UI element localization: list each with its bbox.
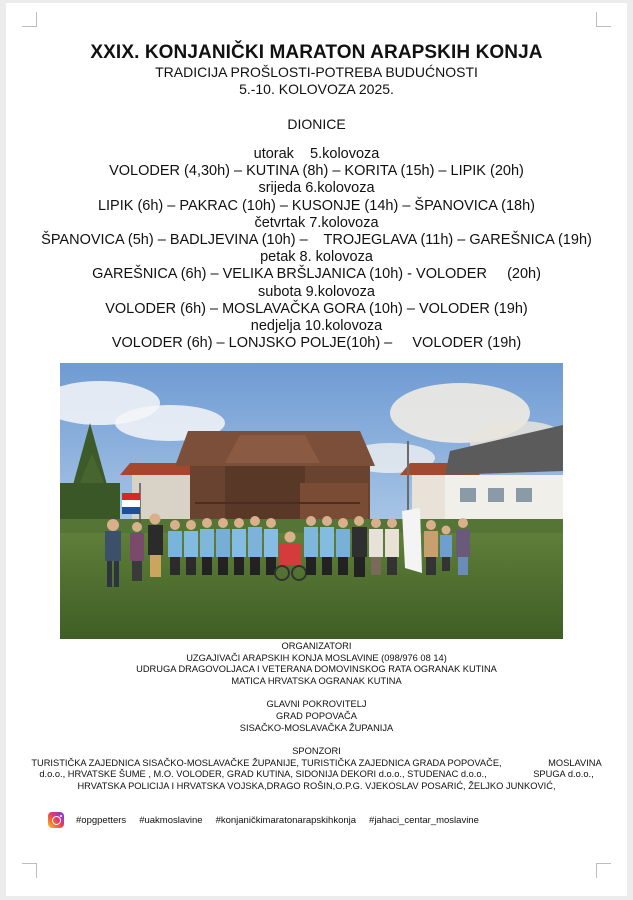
schedule-day: subota 9.kolovoza [258,283,375,300]
hashtag-footer [48,812,492,828]
event-dates: 5.-10. KOLOVOZA 2025. [239,81,394,97]
schedule-day: četvrtak 7.kolovoza [254,214,379,231]
crop-mark-bottom-right [596,863,611,878]
crop-mark-bottom-left [22,863,37,878]
schedule-route: VOLODER (4,30h) – KUTINA (8h) – KORITA (15h) – LIPIK (20h) [109,163,524,180]
instagram-icon [48,812,64,828]
sponsor-line: TURISTIČKA ZAJEDNICA SISAČKO-MOSLAVAČKE ŽUPANIJE, TURISTIČKA ZAJEDNICA GRADA POPOVAČE, MOSLAVINA [31,757,602,768]
organizer-line: UZGAJIVAČI ARAPSKIH KONJA MOSLAVINE (098/976 08 14) [186,652,447,663]
patron-line: SISAČKO-MOSLAVAČKA ŽUPANIJA [239,722,394,733]
schedule-day: utorak 5.kolovoza [253,146,380,162]
group-photo [60,363,563,639]
header [0,42,633,133]
group-photo-illustration [60,363,563,639]
organizers-heading: ORGANIZATORI [281,641,352,651]
sponsor-line: HRVATSKA POLICIJA I HRVATSKA VOJSKA,DRAGO ROŠIN,O.P.G. VJEKOSLAV POSARIĆ, ŽELJKO JUNKOVIĆ, [77,780,556,791]
organizer-line: UDRUGA DRAGOVOLJACA I VETERANA DOMOVINSKOG RATA OGRANAK KUTINA [136,664,497,675]
organizer-line: MATICA HRVATSKA OGRANAK KUTINA [231,675,402,686]
patron-heading: GLAVNI POKROVITELJ [266,699,367,710]
schedule-route: ŠPANOVICA (5h) – BADLJEVINA (10h) – TROJEGLAVA (11h) – GAREŠNICA (19h) [41,232,592,249]
schedule-day: srijeda 6.kolovoza [258,180,375,197]
schedule-day: petak 8. kolovoza [260,249,373,266]
schedule-route: VOLODER (6h) – MOSLAVAČKA GORA (10h) – VOLODER (19h) [105,300,528,317]
schedule [0,146,633,352]
patron-line: GRAD POPOVAČA [276,710,357,721]
schedule-day: nedjelja 10.kolovoza [250,318,383,335]
schedule-route: GAREŠNICA (6h) – VELIKA BRŠLJANICA (10h) - VOLODER (20h) [92,266,541,283]
hashtag[interactable]: #konjaničkimaratonarapskihkonja [215,814,357,826]
crop-mark-top-left [22,12,37,27]
hashtag[interactable]: #uakmoslavine [139,814,203,826]
sponsor-line: d.o.o., HRVATSKE ŠUME , M.O. VOLODER, GRAD KUTINA, SIDONIJA DEKORI d.o.o., STUDENAC d.o.o., SPUGA d.o.o., [39,769,594,780]
schedule-route: VOLODER (6h) – LONJSKO POLJE(10h) – VOLODER (19h) [111,335,522,352]
document-title: XXIX. KONJANIČKI MARATON ARAPSKIH KONJA [90,42,543,63]
document-subtitle: TRADICIJA PROŠLOSTI-POTREBA BUDUĆNOSTI [155,64,478,80]
section-heading: DIONICE [287,116,346,132]
crop-mark-top-right [596,12,611,27]
hashtag[interactable]: #jahaci_centar_moslavine [369,814,479,826]
schedule-route: LIPIK (6h) – PAKRAC (10h) – KUSONJE (14h) – ŠPANOVICA (18h) [97,197,536,214]
sponsors-heading: SPONZORI [292,746,341,757]
hashtag[interactable]: #opgpetters [76,814,127,826]
credits [0,641,633,793]
